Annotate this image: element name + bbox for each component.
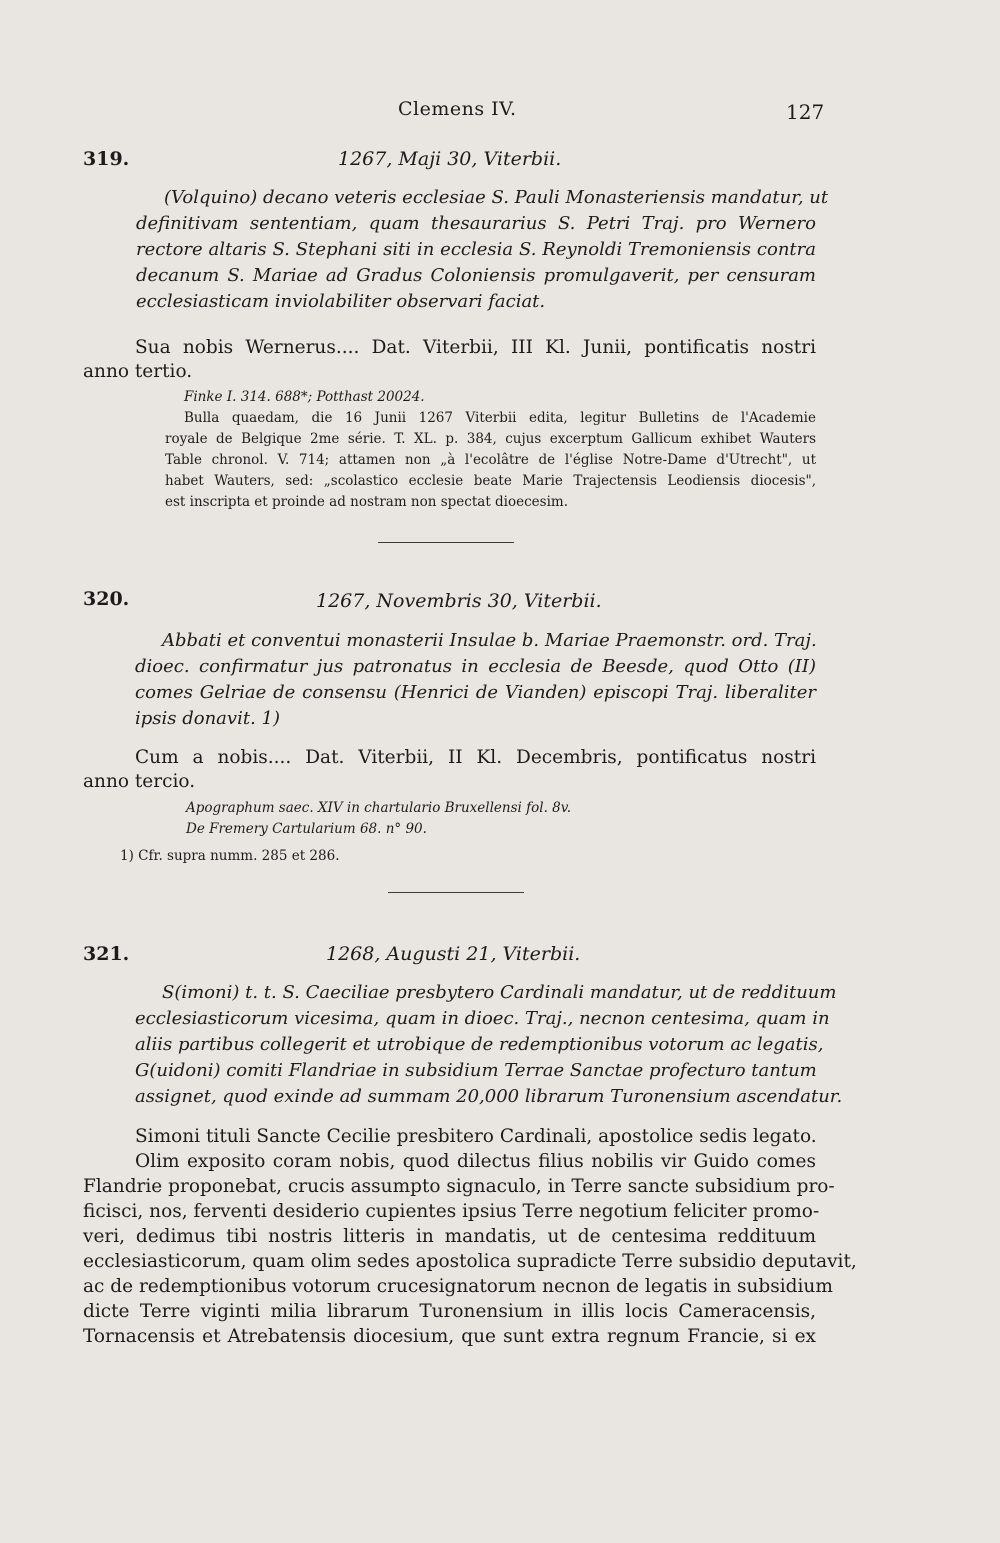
incipit-line: Cum a nobis.... Dat. Viterbii, II Kl. Decembris, pontificatus nostri bbox=[135, 747, 816, 768]
summary-line: dioec. confirmatur jus patronatus in ecclesia de Beesde, quod Otto (II) bbox=[135, 656, 816, 677]
text-line: ecclesiasticorum, quam olim sedes apostolica supradicte Terre subsidio deputavit, bbox=[83, 1251, 857, 1272]
text-line: Flandrie proponebat, crucis assumpto signaculo, in Terre sancte subsidium pro- bbox=[83, 1176, 835, 1197]
entry-date: 1267, Novembris 30, Viterbii. bbox=[316, 590, 602, 612]
note-line: Table chronol. V. 714; attamen non „à l'ecolâtre de l'église Notre-Dame d'Utrecht", ut bbox=[165, 452, 816, 468]
summary-line: definitivam sententiam, quam thesaurarius S. Petri Traj. pro Wernero bbox=[136, 213, 816, 234]
text-line: dicte Terre viginti milia librarum Turonensium in illis locis Cameracensis, bbox=[83, 1301, 816, 1322]
summary-line: ecclesiasticorum vicesima, quam in dioec. Traj., necnon centesima, quam in bbox=[135, 1008, 830, 1029]
entry-number: 319. bbox=[83, 148, 130, 170]
incipit-line: Sua nobis Wernerus.... Dat. Viterbii, III Kl. Junii, pontificatis nostri bbox=[135, 337, 816, 358]
separator-rule bbox=[388, 892, 524, 893]
note-line: Finke I. 314. 688*; Potthast 20024. bbox=[184, 389, 425, 405]
note-line: Bulla quaedam, die 16 Junii 1267 Viterbii edita, legitur Bulletins de l'Academie bbox=[184, 410, 816, 426]
summary-line: rectore altaris S. Stephani siti in ecclesia S. Reynoldi Tremoniensis contra bbox=[136, 239, 816, 260]
summary-line: ecclesiasticam inviolabiliter observari faciat. bbox=[136, 291, 546, 312]
separator-rule bbox=[378, 542, 514, 543]
text-line: Tornacensis et Atrebatensis diocesium, que sunt extra regnum Francie, si ex bbox=[83, 1326, 816, 1347]
page-number: 127 bbox=[786, 100, 825, 124]
summary-line: G(uidoni) comiti Flandriae in subsidium Terrae Sanctae profecturo tantum bbox=[135, 1060, 817, 1081]
summary-line: comes Gelriae de consensu (Henrici de Vianden) episcopi Traj. liberaliter bbox=[135, 682, 816, 703]
summary-line: ipsis donavit. 1) bbox=[135, 708, 280, 729]
note-line: habet Wauters, sed: „scolastico ecclesie beate Marie Trajectensis Leodiensis diocesis", bbox=[165, 473, 816, 489]
summary-line: assignet, quod exinde ad summam 20,000 librarum Turonensium ascendatur. bbox=[135, 1086, 843, 1107]
note-line: royale de Belgique 2me série. T. XL. p. 384, cujus excerptum Gallicum exhibet Wauters bbox=[165, 431, 816, 447]
entry-number: 320. bbox=[83, 588, 130, 610]
entry-number: 321. bbox=[83, 943, 130, 965]
summary-line: decanum S. Mariae ad Gradus Coloniensis promulgaverit, per censuram bbox=[136, 265, 816, 286]
text-line: ficisci, nos, ferventi desiderio cupientes ipsius Terre negotium feliciter promo- bbox=[83, 1201, 820, 1222]
entry-date: 1267, Maji 30, Viterbii. bbox=[338, 148, 562, 170]
summary-line: (Volquino) decano veteris ecclesiae S. Pauli Monasteriensis mandatur, ut bbox=[164, 187, 829, 208]
incipit-line: anno tertio. bbox=[83, 361, 193, 382]
note-line: Apographum saec. XIV in chartulario Bruxellensi fol. 8v. bbox=[186, 800, 572, 816]
summary-line: aliis partibus collegerit et utrobique de redemptionibus votorum ac legatis, bbox=[135, 1034, 824, 1055]
text-line: ac de redemptionibus votorum crucesignatorum necnon de legatis in subsidium bbox=[83, 1276, 833, 1297]
summary-line: Abbati et conventui monasterii Insulae b. Mariae Praemonstr. ord. Traj. bbox=[162, 630, 817, 651]
summary-line: S(imoni) t. t. S. Caeciliae presbytero Cardinali mandatur, ut de reddituum bbox=[162, 982, 837, 1003]
running-header: Clemens IV. bbox=[398, 98, 517, 120]
incipit-line: anno tercio. bbox=[83, 771, 196, 792]
text-line: Simoni tituli Sancte Cecilie presbitero Cardinali, apostolice sedis legato. bbox=[135, 1126, 817, 1147]
note-line: est inscripta et proinde ad nostram non spectat dioecesim. bbox=[165, 494, 569, 510]
note-line: De Fremery Cartularium 68. n° 90. bbox=[186, 821, 427, 837]
text-line: Olim exposito coram nobis, quod dilectus filius nobilis vir Guido comes bbox=[135, 1151, 816, 1172]
footnote: 1) Cfr. supra numm. 285 et 286. bbox=[120, 848, 340, 864]
text-line: veri, dedimus tibi nostris litteris in mandatis, ut de centesima reddituum bbox=[83, 1226, 816, 1247]
entry-date: 1268, Augusti 21, Viterbii. bbox=[326, 943, 581, 965]
